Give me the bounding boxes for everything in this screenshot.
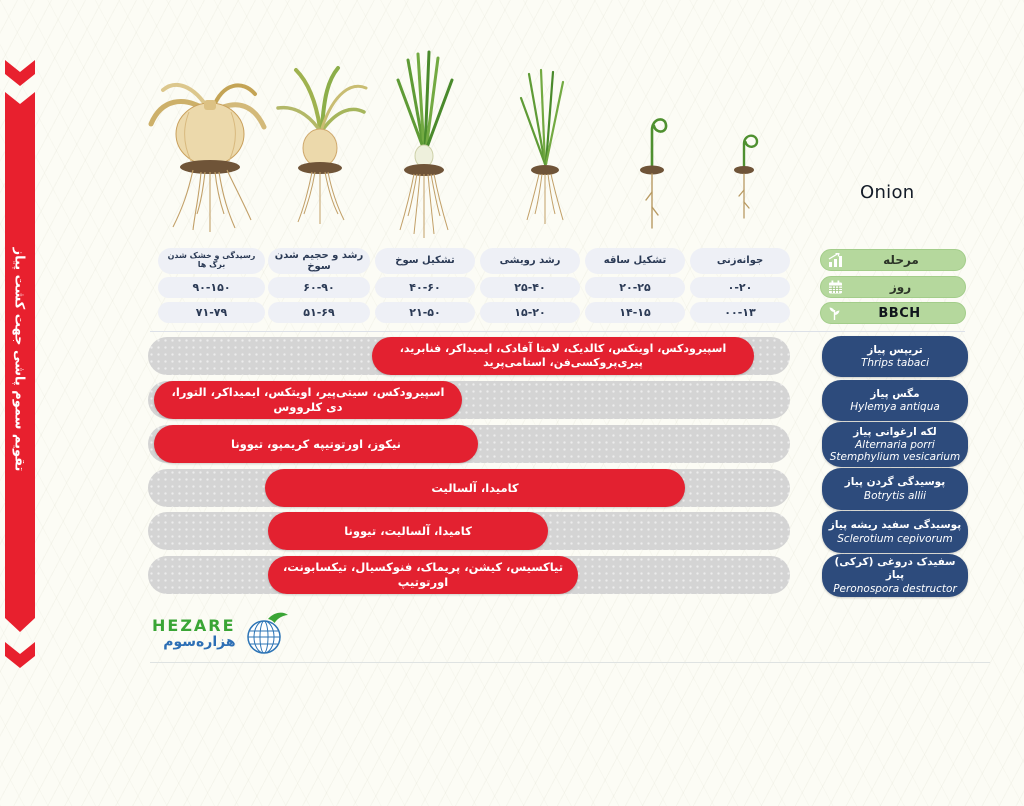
young-plant-illustration bbox=[495, 68, 595, 233]
stage-bbch-pill: ۵۱-۶۹ bbox=[268, 302, 370, 323]
ribbon-title bbox=[2, 95, 36, 623]
treatment-track bbox=[148, 512, 790, 550]
pest-box-thrips bbox=[822, 336, 968, 377]
mature-onion-illustration bbox=[143, 72, 278, 237]
pest-name-fa: پوسیدگی سفید ریشه پیاز bbox=[828, 519, 962, 532]
stage-column-stem-formation bbox=[585, 248, 685, 327]
stage-name-pill: رشد رویشی bbox=[480, 248, 580, 274]
pest-name-latin: Thrips tabaci bbox=[860, 357, 930, 370]
treatment-bar-neck-rot: کامیدا، آلسالیت bbox=[265, 469, 685, 507]
row-label-bbch bbox=[820, 302, 966, 324]
pest-name-fa: تریپس پیاز bbox=[867, 343, 923, 356]
treatment-track bbox=[148, 381, 790, 419]
stage-column-bulb-formation bbox=[375, 248, 475, 327]
stage-days-pill: ۶۰-۹۰ bbox=[268, 277, 370, 298]
plant-icon bbox=[828, 306, 841, 321]
row-label-stage bbox=[820, 249, 966, 271]
hezare-logo-text bbox=[152, 617, 236, 651]
treatment-track bbox=[148, 337, 790, 375]
stage-days-pill: ۲۵-۴۰ bbox=[480, 277, 580, 298]
stage-name-pill: رسیدگی و خشک شدن برگ ها bbox=[158, 248, 265, 274]
treatment-bar-downy-mildew: تیاکسیس، کیشن، پریماک، فنوکسیال، تیکسابونت، اورتوتیپ bbox=[268, 556, 578, 594]
row-label-stage-text: مرحله bbox=[883, 253, 919, 267]
stage-bbch-pill: ۱۴-۱۵ bbox=[585, 302, 685, 323]
row-label-day bbox=[820, 276, 966, 298]
stage-column-vegetative-growth bbox=[480, 248, 580, 327]
row-label-bbch-text: BBCH bbox=[878, 305, 921, 321]
pest-box-downy-mildew bbox=[822, 554, 968, 597]
stage-bbch-pill: ۷۱-۷۹ bbox=[158, 302, 265, 323]
pest-box-onion-fly bbox=[822, 380, 968, 421]
logo-latin: HEZARE bbox=[152, 615, 236, 635]
stage-name-pill: تشکیل ساقه bbox=[585, 248, 685, 274]
treatment-track bbox=[148, 425, 790, 463]
pest-name-fa: مگس پیاز bbox=[870, 387, 920, 400]
treatment-track bbox=[148, 469, 790, 507]
pest-box-purple-blotch bbox=[822, 422, 968, 467]
logo-fa: هزاره‌سوم bbox=[163, 634, 236, 651]
treatment-bar-onion-fly: اسپیرودکس، سیتی‌پیر، اویتکس، ایمیداکر، التورا، دی کلرووس bbox=[154, 381, 462, 419]
pest-name-latin: Hylemya antiqua bbox=[850, 401, 940, 414]
stage-bbch-pill: ۰۰-۱۳ bbox=[690, 302, 790, 323]
stage-column-bulb-swelling bbox=[268, 248, 370, 327]
stage-bbch-pill: ۱۵-۲۰ bbox=[480, 302, 580, 323]
crop-title: Onion bbox=[860, 182, 915, 203]
treatment-bar-thrips: اسپیرودکس، اویتکس، کالدیک، لامتا آفادک، ایمیداکر، فنابرید، پیری‌پروکسی‌فن، استامی‌پرید bbox=[372, 337, 754, 375]
pest-name-latin: Peronospora destructor bbox=[833, 582, 957, 595]
treatment-track bbox=[148, 556, 790, 594]
stage-days-pill: ۴۰-۶۰ bbox=[375, 277, 475, 298]
globe-logo-icon bbox=[241, 610, 289, 658]
pest-name-latin-2: Stemphylium vesicarium bbox=[829, 451, 961, 464]
growth-chart-icon bbox=[828, 253, 844, 267]
green-onion-illustration bbox=[372, 50, 477, 245]
calendar-icon bbox=[828, 280, 843, 294]
stage-name-pill: رشد و حجیم شدن سوخ bbox=[268, 248, 370, 274]
bulb-swelling-onion-illustration bbox=[268, 62, 373, 232]
pest-box-neck-rot bbox=[822, 468, 968, 510]
pest-name-latin: Sclerotium cepivorum bbox=[837, 532, 953, 545]
pest-box-white-rot bbox=[822, 511, 968, 553]
bottom-divider bbox=[150, 662, 990, 663]
ribbon-title-text: تقویم سموم پاشی جهت کشت پیاز bbox=[11, 247, 27, 471]
pest-name-fa: لکه ارغوانی پیاز bbox=[853, 425, 937, 438]
germinating-sprout-illustration bbox=[708, 128, 778, 233]
pest-name-latin: Alternaria porri bbox=[855, 439, 935, 451]
stage-days-pill: ۹۰-۱۵۰ bbox=[158, 277, 265, 298]
pest-name-fa: پوسیدگی گردن پیاز bbox=[844, 476, 946, 489]
treatment-bar-purple-blotch: نیکوز، اورتوتیپه کریمپو، تیوونا bbox=[154, 425, 478, 463]
row-label-day-text: روز bbox=[889, 280, 912, 294]
stage-name-pill: تشکیل سوخ bbox=[375, 248, 475, 274]
divider-under-table bbox=[150, 331, 965, 332]
stage-days-pill: ۲۰-۲۵ bbox=[585, 277, 685, 298]
seedling-loop-illustration bbox=[612, 110, 692, 240]
stage-name-pill: جوانه‌زنی bbox=[690, 248, 790, 274]
treatment-bar-white-rot: کامیدا، آلسالیت، تیوونا bbox=[268, 512, 548, 550]
stage-days-pill: ۰-۲۰ bbox=[690, 277, 790, 298]
hezare-logo bbox=[152, 610, 289, 658]
pest-name-fa: سفیدک دروغی (کرکی) پیاز bbox=[834, 556, 956, 582]
stage-column-ripening bbox=[158, 248, 265, 327]
stage-bbch-pill: ۲۱-۵۰ bbox=[375, 302, 475, 323]
pest-name-latin: Botrytis allii bbox=[863, 489, 927, 502]
stage-column-germination bbox=[690, 248, 790, 327]
